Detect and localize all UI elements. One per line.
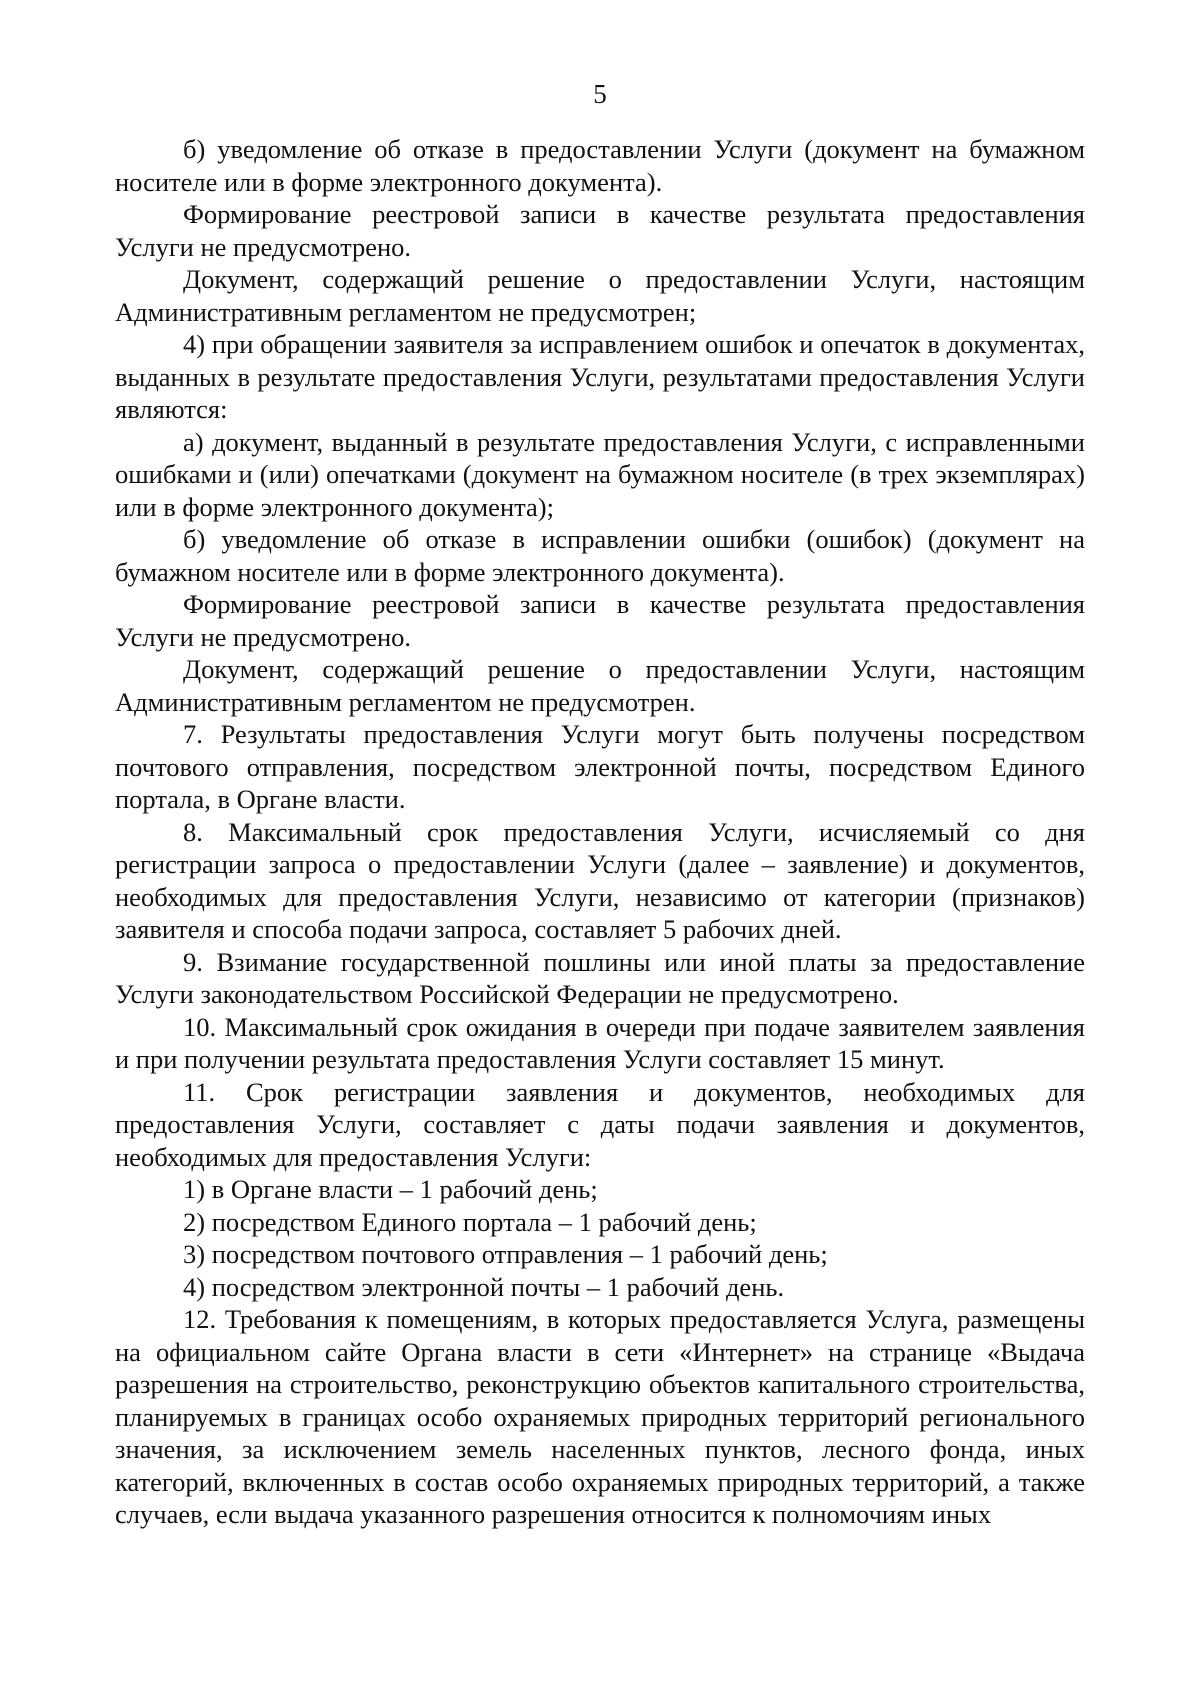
paragraph: 9. Взимание государственной пошлины или иной платы за предоставление Услуги законодательством Российской Федерации не предусмотрено. xyxy=(115,946,1085,1009)
document-body xyxy=(115,133,1085,1531)
paragraph: 10. Максимальный срок ожидания в очереди при подаче заявителем заявления и при получении результата предоставления Услуги составляет 15 минут. xyxy=(115,1011,1085,1074)
paragraph: 11. Срок регистрации заявления и документов, необходимых для предоставления Услуги, составляет с даты подачи заявления и документов, необходимых для предоставления Услуги: xyxy=(115,1076,1085,1172)
paragraph: 2) посредством Единого портала – 1 рабочий день; xyxy=(183,1206,757,1237)
paragraph: 8. Максимальный срок предоставления Услуги, исчисляемый со дня регистрации запроса о предоставлении Услуги (далее – заявление) и документов, необходимых для предоставления Услуги, независимо от категории (признаков) заявителя и способа подачи запроса, составляет 5 рабочих дней. xyxy=(115,816,1085,944)
page-number: 5 xyxy=(593,79,607,109)
paragraph: б) уведомление об отказе в предоставлении Услуги (документ на бумажном носителе или в форме электронного документа). xyxy=(115,134,1085,197)
paragraph: Формирование реестровой записи в качестве результата предоставления Услуги не предусмотрено. xyxy=(115,199,1085,262)
paragraph: 4) при обращении заявителя за исправлением ошибок и опечаток в документах, выданных в результате предоставления Услуги, результатами предоставления Услуги являются: xyxy=(115,329,1085,424)
paragraph: 7. Результаты предоставления Услуги могут быть получены посредством почтового отправления, посредством электронной почты, посредством Единого портала, в Органе власти. xyxy=(115,719,1085,814)
paragraph: Формирование реестровой записи в качестве результата предоставления Услуги не предусмотрено. xyxy=(115,589,1085,652)
paragraph: Документ, содержащий решение о предоставлении Услуги, настоящим Административным регламентом не предусмотрен; xyxy=(115,264,1085,327)
paragraph: 4) посредством электронной почты – 1 рабочий день. xyxy=(183,1271,785,1302)
paragraph: Документ, содержащий решение о предоставлении Услуги, настоящим Административным регламентом не предусмотрен. xyxy=(115,654,1085,717)
paragraph: 3) посредством почтового отправления – 1 рабочий день; xyxy=(183,1239,828,1269)
paragraph: б) уведомление об отказе в исправлении ошибки (ошибок) (документ на бумажном носителе или в форме электронного документа). xyxy=(115,524,1085,587)
paragraph: 1) в Органе власти – 1 рабочий день; xyxy=(183,1174,598,1204)
paragraph: а) документ, выданный в результате предоставления Услуги, с исправленными ошибками и (или) опечатками (документ на бумажном носителе (в трех экземплярах) или в форме электронного документа); xyxy=(115,426,1085,522)
paragraph: 12. Требования к помещениям, в которых предоставляется Услуга, размещены на официальном сайте Органа власти в сети «Интернет» на странице «Выдача разрешения на строительство, реконструкцию объектов капитального строительства, планируемых в границах особо охраняемых природных территорий регионального значения, за исключением земель населенных пунктов, лесного фонда, иных категорий, включенных в состав особо охраняемых природных территорий, а также случаев, если выдача указанного разрешения относится к полномочиям иных xyxy=(115,1304,1085,1529)
